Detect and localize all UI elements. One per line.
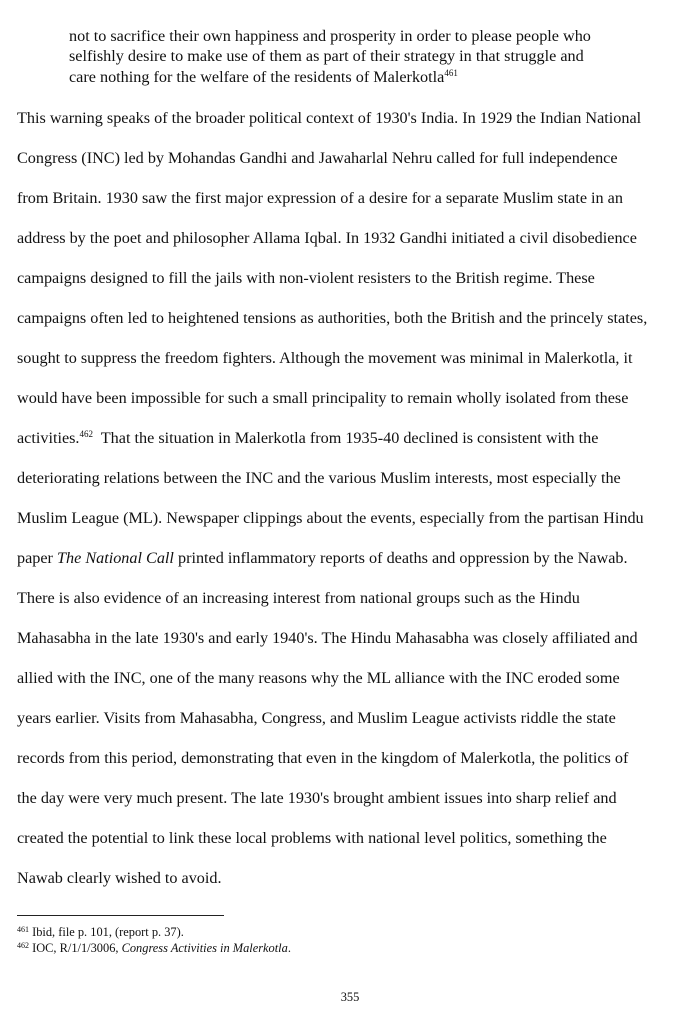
footnote-text: .: [287, 940, 291, 955]
page-number: 355: [340, 990, 360, 1004]
footnotes: [17, 925, 677, 956]
paragraph-line: There is also evidence of an increasing interest from national groups such as the Hindu: [17, 589, 580, 607]
paragraph-line: [17, 548, 628, 568]
paragraph-line: Nawab clearly wished to avoid.: [17, 869, 222, 887]
paragraph-text: paper: [17, 549, 57, 567]
footnote-ref-462[interactable]: 462: [79, 429, 93, 439]
paragraph-line: would have been impossible for such a small principality to remain wholly isolated from these: [17, 389, 629, 407]
block-quote-line: [69, 67, 669, 87]
paragraph-line: records from this period, demonstrating that even in the kingdom of Malerkotla, the politics of: [17, 749, 629, 767]
paragraph-text: That the situation in Malerkotla from 1935-40 declined is consistent with the: [92, 429, 599, 447]
paragraph-line: campaigns often led to heightened tensions as authorities, both the British and the princely states,: [17, 309, 648, 327]
paragraph-line: This warning speaks of the broader political context of 1930's India. In 1929 the Indian National: [17, 109, 642, 127]
footnote-ref-461[interactable]: 461: [444, 67, 458, 78]
block-quote-line: selfishly desire to make use of them as part of their strategy in that struggle and: [69, 47, 584, 66]
block-quote: [69, 26, 669, 87]
paragraph-text: printed inflammatory reports of deaths and oppression by the Nawab.: [173, 549, 628, 567]
paragraph-line: Congress (INC) led by Mohandas Gandhi and Jawaharlal Nehru called for full independence: [17, 149, 618, 167]
paragraph-line: campaigns designed to fill the jails with non-violent resisters to the British regime. These: [17, 269, 595, 287]
paragraph-line: years earlier. Visits from Mahasabha, Congress, and Muslim League activists riddle the state: [17, 709, 616, 727]
paragraph-line: address by the poet and philosopher Allama Iqbal. In 1932 Gandhi initiated a civil disobedience: [17, 229, 637, 247]
paragraph-line: [17, 428, 598, 448]
paragraph-line: Mahasabha in the late 1930's and early 1940's. The Hindu Mahasabha was closely affiliated and: [17, 629, 638, 647]
footnote-text: Ibid, file p. 101, (report p. 37).: [29, 925, 184, 939]
paragraph-line: from Britain. 1930 saw the first major expression of a desire for a separate Muslim state in an: [17, 189, 623, 207]
newspaper-title: The National Call: [57, 549, 174, 567]
footnote-number: 461: [17, 925, 29, 934]
footnote-title: Congress Activities in Malerkotla: [121, 940, 288, 955]
paragraph-text: activities.: [17, 429, 80, 447]
footnote-number: 462: [17, 940, 29, 950]
paragraph-line: allied with the INC, one of the many reasons why the ML alliance with the INC eroded some: [17, 669, 620, 687]
block-quote-line: not to sacrifice their own happiness and prosperity in order to please people who: [69, 27, 591, 45]
footnote-462: [17, 941, 677, 957]
paragraph-line: created the potential to link these local problems with national level politics, something the: [17, 829, 607, 847]
footnote-separator: [17, 915, 224, 916]
block-quote-line-text: care nothing for the welfare of the residents of Malerkotla: [69, 67, 445, 86]
paragraph-line: Muslim League (ML). Newspaper clippings about the events, especially from the partisan Hindu: [17, 509, 644, 527]
paragraph-line: deteriorating relations between the INC and the various Muslim interests, most especially the: [17, 469, 621, 487]
footnote-text: IOC, R/1/1/3006,: [29, 940, 122, 955]
paragraph-line: the day were very much present. The late 1930's brought ambient issues into sharp relief and: [17, 789, 617, 807]
footnote-461: [17, 925, 677, 941]
paragraph-line: sought to suppress the freedom fighters. Although the movement was minimal in Malerkotla, it: [17, 349, 633, 367]
